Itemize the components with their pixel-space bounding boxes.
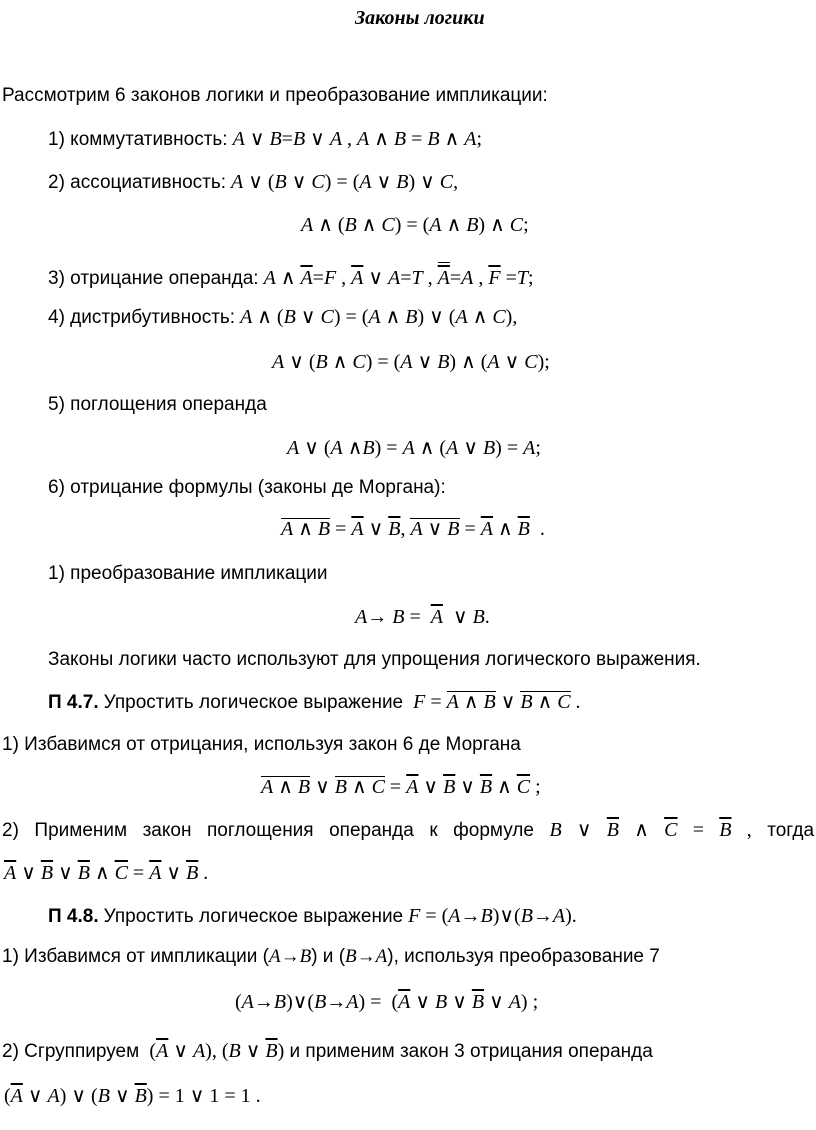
law-demorgan-label: 6) отрицание формулы (законы де Моргана): (48, 477, 446, 498)
p48-step1-impl-1: A→B (268, 946, 312, 967)
law-absorption-label: 5) поглощения операнда (48, 394, 267, 415)
p48-step1-b: ) и ( (311, 946, 346, 967)
p48-label: П 4.8. (48, 906, 99, 927)
law-negation-formula: A ∧ $\overline{A}=F$ , $\overline{A}$ ∨ A=T , $\overline{A}=A$ , $\overline{F} =T$; (264, 267, 534, 289)
p47-step2-g: формуле (453, 820, 534, 841)
p48-step2-b: и применим закон 3 отрицания операнда (289, 1041, 653, 1062)
law-distributivity-label: 4) дистрибутивность: (48, 307, 236, 328)
p47-step2 (2, 818, 814, 843)
law-associativity-label: 2) ассоциативность: (48, 172, 227, 193)
law-commutativity-label: 1) коммутативность: (48, 129, 228, 150)
p48-step2-result: ($\overline{A}$ ∨ A) ∨ (B ∨ $\overline{B}) = 1$ ∨ 1 = 1 . (4, 1085, 261, 1107)
p47-task (48, 690, 581, 715)
p47-step1-formula: A ∧ B ∨ B ∧ $C = \overline{A}$ ∨ $\overline{B}$ ∨ $\overline{B}$ ∧ $\overline{C}$ ; (261, 776, 541, 798)
law-negation (48, 262, 534, 291)
p47-task-text: Упростить логическое выражение (103, 692, 404, 713)
p48-step1-c: ), используя преобразование 7 (387, 946, 660, 967)
law-distributivity (48, 305, 517, 330)
law-commutativity (48, 127, 482, 152)
law-negation-label: 3) отрицание операнда: (48, 268, 259, 289)
p48-step2-a: 2) Сгруппируем (2, 1041, 140, 1062)
law-implication-label: 1) преобразование импликации (48, 563, 328, 584)
p48-task-text: Упростить логическое выражение (103, 906, 404, 927)
p48-step2-groups: ($\overline{A}$ ∨ A), (B ∨ $\overline{B}$) (144, 1040, 285, 1062)
p47-step2-f: к (429, 820, 438, 841)
law-distributivity-formula-2: A ∨ (B ∧ C) = (A ∨ B) ∧ (A ∨ C); (272, 351, 550, 373)
p47-step2-formula: B ∨ $\overline{B}$ ∧ $\overline{C} = \overline{B}$ , (549, 819, 752, 841)
law-absorption-formula: A ∨ (A ∧B) = A ∧ (A ∨ B) = A; (287, 437, 541, 459)
p47-step2-a: 2) (2, 820, 19, 841)
p47-step2-b: Применим (34, 820, 128, 841)
p47-step2-e: операнда (329, 820, 414, 841)
p47-step1: 1) Избавимся от отрицания, используя закон 6 де Моргана (2, 734, 521, 755)
summary-text: Законы логики часто используют для упрощения логического выражения. (48, 649, 701, 670)
law-commutativity-formula: A ∨ B=B ∨ A , A ∧ B = B ∧ A; (232, 128, 483, 150)
law-demorgan-formula: A ∧ $B = \overline{A}$ ∨ $\overline{B}$, A ∨ $B = \overline{A}$ ∧ $\overline{B}$ . (281, 518, 545, 540)
law-associativity-formula-1: A ∨ (B ∨ C) = (A ∨ B) ∨ C, (231, 171, 459, 193)
p48-step1 (2, 945, 660, 969)
law-implication-formula: $A\to B = \overline{A}$ ∨ B. (355, 606, 490, 628)
law-distributivity-formula-1: A ∧ (B ∨ C) = (A ∧ B) ∨ (A ∧ C), (240, 306, 518, 328)
p47-step2-d: поглощения (206, 820, 314, 841)
p48-expression: F = (A→B)∨(B→A). (408, 905, 577, 927)
p48-task (48, 904, 577, 929)
p47-step2-c: закон (142, 820, 192, 841)
p47-expression: F = A ∧ B ∨ B ∧ C . (413, 691, 581, 713)
law-associativity-formula-2: A ∧ (B ∧ C) = (A ∧ B) ∧ C; (301, 214, 529, 236)
p48-step1-formula: (A→B)∨(B→A) = ($\overline{A}$ ∨ B ∨ $\overline{B}$ ∨ A) ; (235, 991, 539, 1013)
p48-step2 (2, 1039, 653, 1064)
p48-step1-a: 1) Избавимся от импликации ( (2, 946, 269, 967)
p47-step2-result: $\overline{A}$ ∨ $\overline{B}$ ∨ $\overline{B}$ ∧ $\overline{C} = \overline{A}$ ∨ $\overline{B}$ . (4, 862, 209, 884)
p47-step2-h: тогда (767, 820, 815, 841)
page-title: Законы логики (355, 7, 485, 29)
p48-step1-impl-2: B→A (345, 946, 388, 967)
law-associativity (48, 170, 458, 195)
intro-text: Рассмотрим 6 законов логики и преобразование импликации: (2, 85, 548, 106)
p47-label: П 4.7. (48, 692, 99, 713)
